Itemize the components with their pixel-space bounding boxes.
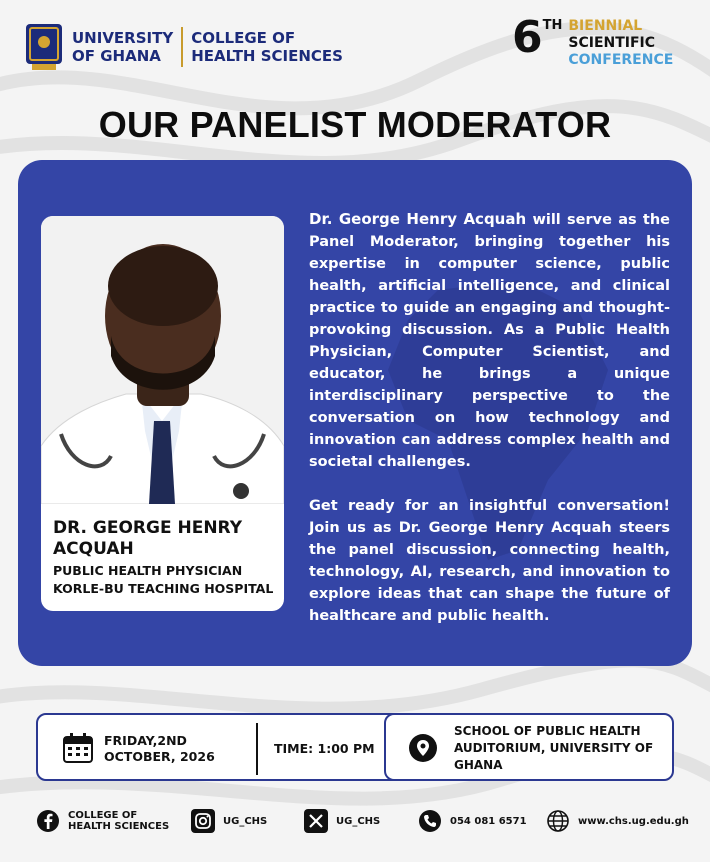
page-title: OUR PANELIST MODERATOR bbox=[98, 104, 612, 145]
event-date bbox=[104, 733, 215, 765]
location-pin-icon bbox=[408, 733, 438, 763]
event-date-line2: OCTOBER, 2026 bbox=[104, 749, 215, 764]
facebook-label bbox=[68, 810, 169, 832]
bio-paragraph-2: Get ready for an insightful conversation! Join us as Dr. George Henry Acquah steers the panel discussion, connecting health, technology, AI, research, and innovation to explore ideas that can shape the future of healthcare and public health. bbox=[309, 498, 670, 624]
university-name-line1: UNIVERSITY bbox=[72, 29, 174, 47]
header-divider bbox=[181, 27, 183, 67]
event-info-bar bbox=[36, 713, 670, 781]
footer-phone[interactable] bbox=[418, 808, 527, 834]
conference-superscript: TH bbox=[542, 18, 563, 33]
footer-website[interactable] bbox=[546, 808, 689, 834]
instagram-icon bbox=[191, 809, 215, 833]
footer-facebook[interactable] bbox=[36, 808, 169, 834]
ug-crest-icon bbox=[24, 22, 64, 72]
bio-paragraph-1 bbox=[309, 208, 670, 473]
bio-paragraph-1-text: will serve as the Panel Moderator, bringing together his expertise in computer science, public health, artificial intelligence, and clinical practice to guide an engaging and thought-provoking discussion. As a Public Health Physician, Computer Scientist, and educator, he brings a unique interdisciplinary perspective to the conversation on how technology and innovation can address complex health and societal challenges. bbox=[309, 212, 670, 470]
bio-name-lead: Dr. George Henry Acquah bbox=[309, 210, 527, 228]
event-location-box bbox=[384, 713, 674, 781]
info-divider bbox=[256, 723, 258, 775]
facebook-label-line2: HEALTH SCIENCES bbox=[68, 821, 170, 832]
facebook-label-line1: COLLEGE OF bbox=[68, 810, 138, 821]
moderator-hospital: KORLE-BU TEACHING HOSPITAL bbox=[53, 581, 274, 596]
event-location: SCHOOL OF PUBLIC HEALTH AUDITORIUM, UNIVERSITY OF GHANA bbox=[454, 724, 654, 772]
college-name-line2: HEALTH SCIENCES bbox=[191, 47, 343, 65]
footer-x[interactable] bbox=[304, 808, 380, 834]
event-date-line1: FRIDAY,2ND bbox=[104, 733, 187, 748]
conference-line1: BIENNIAL bbox=[568, 18, 643, 34]
university-logo-group bbox=[24, 22, 343, 72]
conference-line3: CONFERENCE bbox=[568, 52, 674, 68]
x-handle: UG_CHS bbox=[336, 815, 381, 827]
college-name-line1: COLLEGE OF bbox=[191, 29, 296, 47]
profile-card bbox=[41, 216, 284, 611]
moderator-bio bbox=[309, 208, 670, 649]
moderator-name: DR. GEORGE HENRY ACQUAH bbox=[53, 518, 243, 559]
globe-icon bbox=[546, 809, 570, 833]
university-name bbox=[72, 29, 173, 65]
college-name bbox=[191, 29, 343, 65]
phone-number: 054 081 6571 bbox=[450, 815, 527, 827]
conference-badge bbox=[512, 14, 673, 69]
moderator-card bbox=[18, 160, 692, 666]
event-time: TIME: 1:00 PM bbox=[274, 741, 375, 756]
moderator-photo bbox=[41, 216, 284, 504]
conference-line2: SCIENTIFIC bbox=[568, 35, 656, 51]
conference-number: 6 bbox=[512, 12, 543, 63]
instagram-handle: UG_CHS bbox=[223, 815, 268, 827]
facebook-icon bbox=[36, 809, 60, 833]
phone-icon bbox=[418, 809, 442, 833]
conference-name bbox=[568, 18, 673, 69]
calendar-icon bbox=[62, 732, 94, 764]
university-name-line2: OF GHANA bbox=[72, 47, 161, 65]
website-url: www.chs.ug.edu.gh bbox=[578, 815, 689, 827]
moderator-role: PUBLIC HEALTH PHYSICIAN bbox=[53, 563, 243, 578]
x-icon bbox=[304, 809, 328, 833]
footer-instagram[interactable] bbox=[191, 808, 267, 834]
